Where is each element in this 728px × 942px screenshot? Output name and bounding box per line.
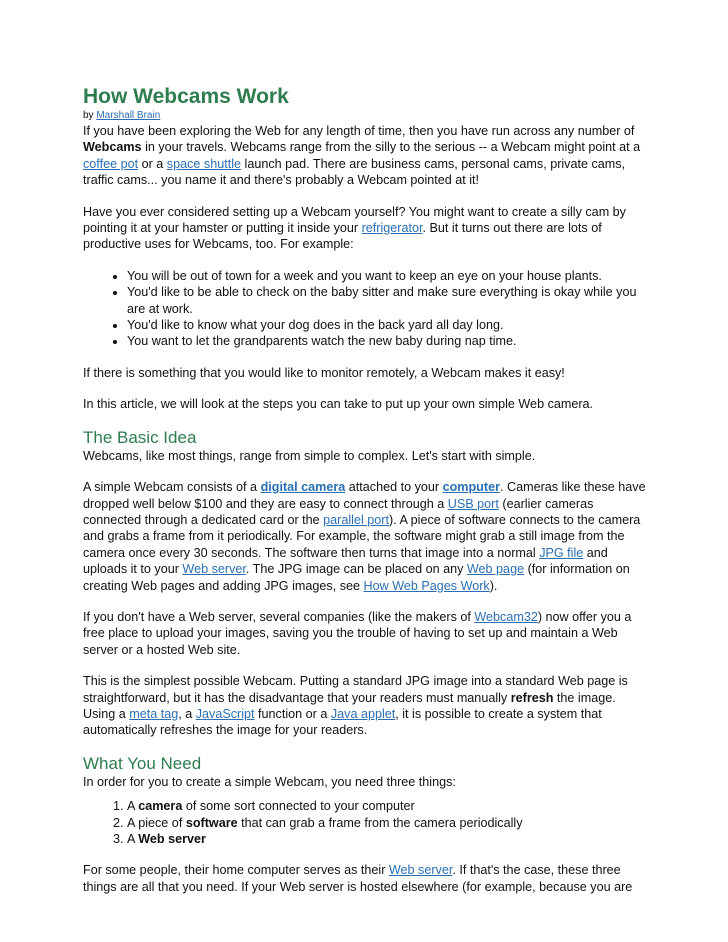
usb-port-link[interactable]: USB port: [447, 496, 499, 511]
coffee-pot-link[interactable]: coffee pot: [83, 156, 139, 171]
needs-list: [83, 798, 649, 847]
section-heading-what-you-need: What You Need: [83, 753, 202, 773]
refrigerator-link[interactable]: refrigerator: [361, 221, 423, 236]
need-paragraph-1: In order for you to create a simple Webcam, you need three things:: [83, 774, 456, 789]
list-item: 1. A camera of some sort connected to your computer: [127, 798, 649, 814]
space-shuttle-link[interactable]: space shuttle: [166, 156, 242, 171]
jpg-file-link[interactable]: JPG file: [539, 545, 584, 560]
intro-paragraph-2: Have you ever considered setting up a Webcam yourself? You might want to create a silly cam by pointing it at your hamster or putting it inside your refrigerator. But it turns out there are lots of productive uses for Webcams, too. For example:: [83, 204, 626, 252]
list-item: 2. A piece of software that can grab a frame from the camera periodically: [127, 815, 649, 831]
section-heading-basic-idea: The Basic Idea: [83, 427, 197, 447]
web-page-link[interactable]: Web page: [466, 562, 525, 577]
article-title: How Webcams Work: [83, 85, 289, 108]
list-item: • You'd like to be able to check on the baby sitter and make sure everything is okay while you are at work.: [127, 284, 649, 317]
byline: [83, 109, 649, 122]
article-content: [83, 84, 649, 910]
intro-paragraph-1: If you have been exploring the Web for any length of time, then you have run across any number of Webcams in your travels. Webcams range from the silly to the serious -- a Webcam might point at a coffee pot or a space shuttle launch pad. There are business cams, personal cams, private cams, traffic cams... you name it and there's probably a Webcam pointed at it!: [83, 124, 641, 188]
list-item: • You'd like to know what your dog does in the back yard all day long.: [127, 317, 649, 333]
webcams-bold: Webcams: [83, 140, 142, 155]
webcam32-link[interactable]: Webcam32: [474, 609, 538, 624]
intro-paragraph-3: If there is something that you would like to monitor remotely, a Webcam makes it easy!: [83, 365, 565, 380]
basic-paragraph-1: Webcams, like most things, range from simple to complex. Let's start with simple.: [83, 448, 536, 463]
digital-camera-link[interactable]: digital camera: [260, 480, 346, 495]
java-applet-link[interactable]: Java applet: [330, 706, 396, 721]
how-web-pages-work-link[interactable]: How Web Pages Work: [363, 578, 490, 593]
basic-paragraph-3: If you don't have a Web server, several companies (like the makers of Webcam32) now offer you a free place to upload your images, saving you the trouble of having to set up and maintain a Web server or a hosted Web site.: [83, 609, 632, 657]
intro-paragraph-4: In this article, we will look at the steps you can take to put up your own simple Web camera.: [83, 397, 594, 412]
uses-list: [83, 268, 649, 350]
javascript-link[interactable]: JavaScript: [195, 706, 255, 721]
refresh-bold: refresh: [510, 690, 554, 705]
basic-paragraph-2: A simple Webcam consists of a digital camera attached to your computer. Cameras like these have dropped well below $100 and they are easy to connect through a USB port (earlier cameras connected through a dedicated card or the parallel port). A piece of software connects to the camera and grabs a frame from it periodically. For example, the software might grab a still image from the camera once every 30 seconds. The software then turns that image into a normal JPG file and uploads it to your Web server. The JPG image can be placed on any Web page (for information on creating Web pages and adding JPG images, see How Web Pages Work).: [83, 480, 646, 593]
web-server-link[interactable]: Web server: [182, 562, 246, 577]
basic-paragraph-4: This is the simplest possible Webcam. Putting a standard JPG image into a standard Web page is straightforward, but it has the disadvantage that your readers must manually refresh the image. Using a meta tag, a JavaScript function or a Java applet, it is possible to create a system that automatically refreshes the image for your readers.: [83, 674, 628, 738]
meta-tag-link[interactable]: meta tag: [129, 706, 179, 721]
need-paragraph-2: For some people, their home computer serves as their Web server. If that's the case, these three things are all that you need. If your Web server is hosted elsewhere (for example, because you are: [83, 863, 633, 894]
web-server-link[interactable]: Web server: [388, 863, 453, 878]
parallel-port-link[interactable]: parallel port: [323, 512, 389, 527]
author-link[interactable]: Marshall Brain: [96, 110, 161, 121]
byline-prefix: by: [83, 110, 97, 121]
list-item: • You will be out of town for a week and you want to keep an eye on your house plants.: [127, 268, 649, 284]
list-item: • You want to let the grandparents watch the new baby during nap time.: [127, 333, 649, 349]
computer-link[interactable]: computer: [442, 480, 500, 495]
list-item: 3. A Web server: [127, 831, 649, 847]
